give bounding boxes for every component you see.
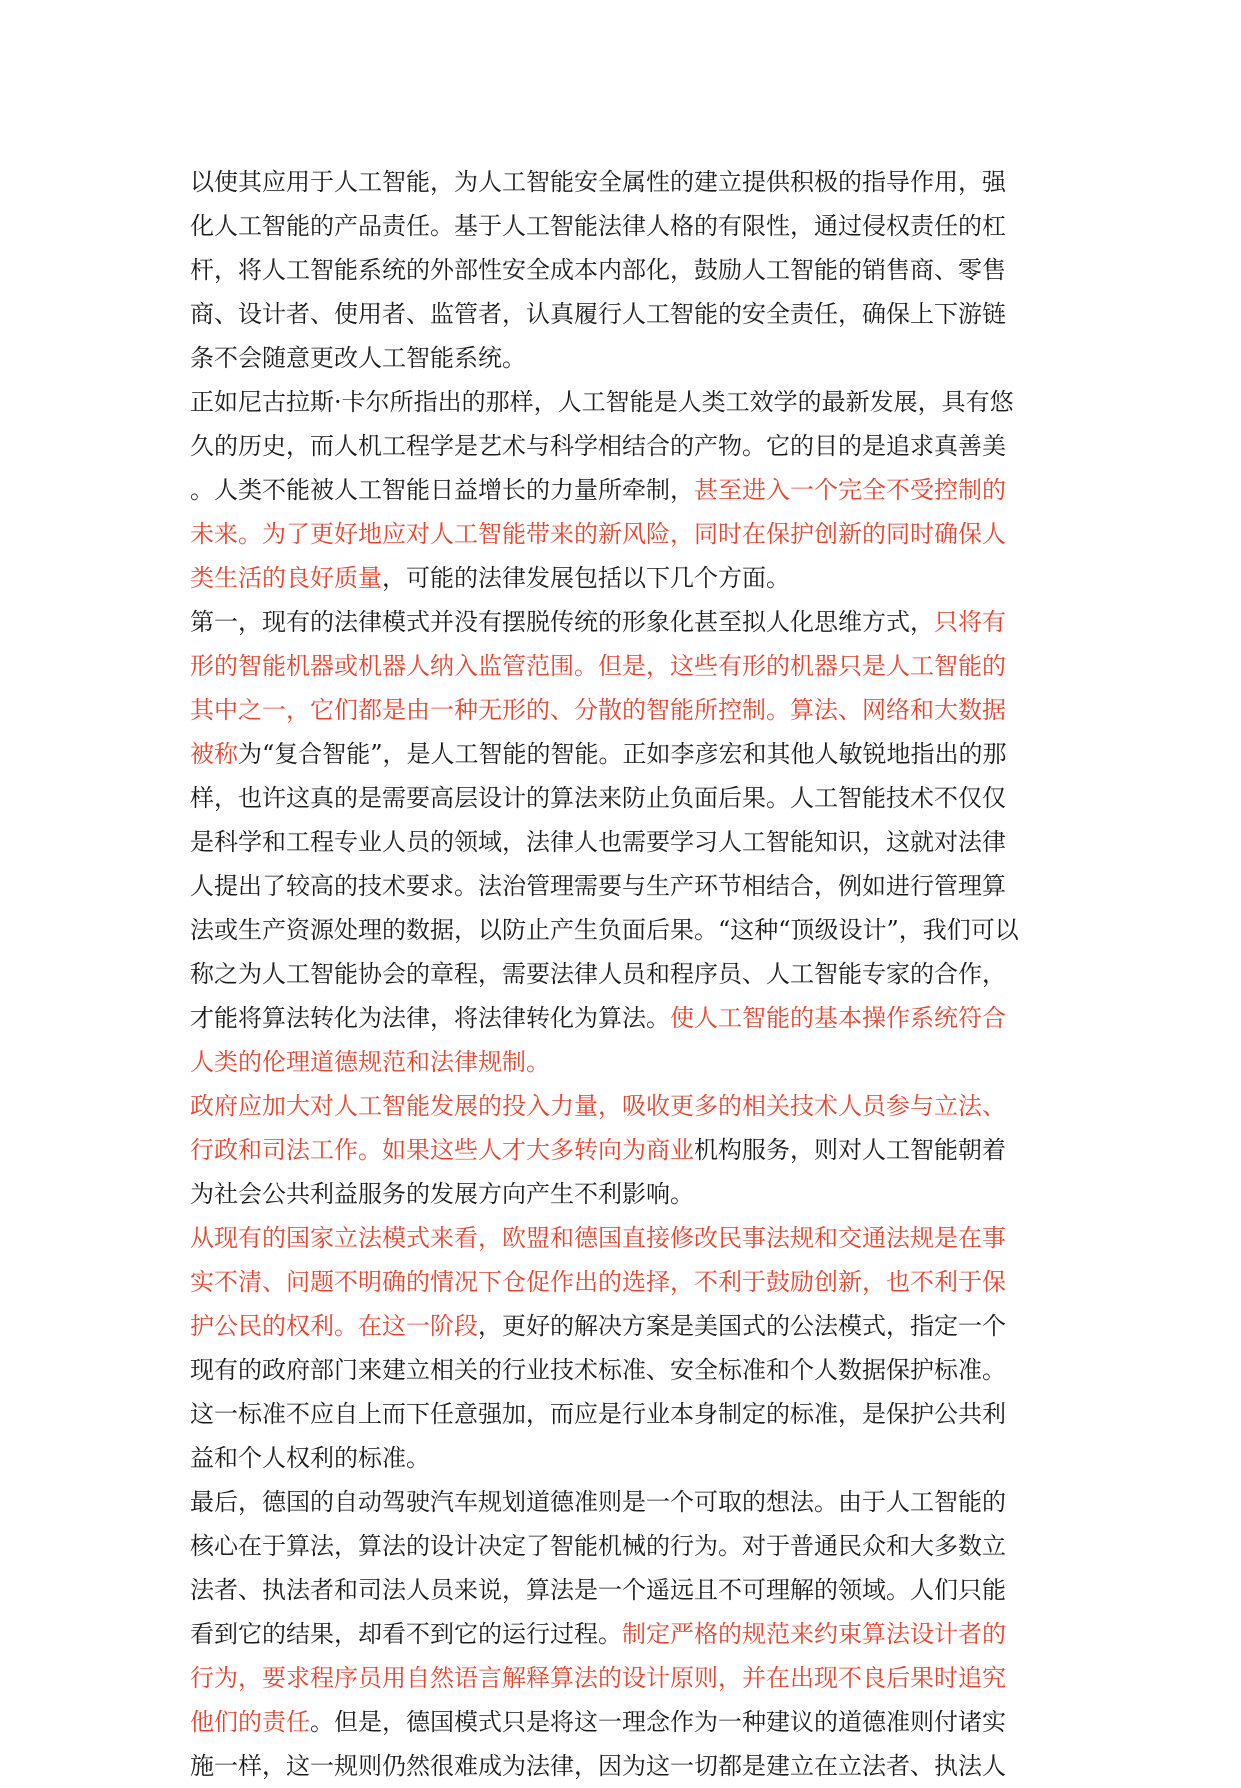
text-segment: 称之为人工智能协会的章程，需要法律人员和程序员、人工智能专家的合作，	[190, 960, 1006, 988]
text-line	[190, 600, 1050, 644]
highlighted-text-segment: 人类的伦理道德规范和法律规制。	[190, 1048, 550, 1076]
text-segment: 久的历史，而人机工程学是艺术与科学相结合的产物。它的目的是追求真善美	[190, 432, 1006, 460]
highlighted-text-segment: 使人工智能的基本操作系统符合	[670, 1004, 1006, 1032]
text-line	[190, 1480, 1050, 1524]
highlighted-text-segment: 行为，要求程序员用自然语言解释算法的设计原则，并在出现不良后果时追究	[190, 1664, 1006, 1692]
text-segment: 化人工智能的产品责任。基于人工智能法律人格的有限性，通过侵权责任的杠	[190, 212, 1006, 240]
text-segment: 为社会公共利益服务的发展方向产生不利影响。	[190, 1180, 694, 1208]
text-line	[190, 1656, 1050, 1700]
highlighted-text-segment: 政府应加大对人工智能发展的投入力量，吸收更多的相关技术人员参与立法、	[190, 1092, 1006, 1120]
text-line	[190, 952, 1050, 996]
text-line	[190, 336, 1050, 380]
highlighted-text-segment: 行政和司法工作。如果这些人才大多转向为商业	[190, 1136, 694, 1164]
text-line	[190, 1348, 1050, 1392]
text-segment: 为“复合智能”，是人工智能的智能。正如李彦宏和其他人敏锐地指出的那	[238, 740, 1007, 768]
text-line	[190, 776, 1050, 820]
text-segment: 。人类不能被人工智能日益增长的力量所牵制，	[190, 476, 694, 504]
text-segment: 杆，将人工智能系统的外部性安全成本内部化，鼓励人工智能的销售商、零售	[190, 256, 1006, 284]
highlighted-text-segment: 其中之一，它们都是由一种无形的、分散的智能所控制。算法、网络和大数据	[190, 696, 1006, 724]
text-segment: 第一，现有的法律模式并没有摆脱传统的形象化甚至拟人化思维方式，	[190, 608, 934, 636]
text-line	[190, 732, 1050, 776]
text-line	[190, 248, 1050, 292]
highlighted-text-segment: 形的智能机器或机器人纳入监管范围。但是，这些有形的机器只是人工智能的	[190, 652, 1006, 680]
text-segment: 是科学和工程专业人员的领域，法律人也需要学习人工智能知识，这就对法律	[190, 828, 1006, 856]
text-line	[190, 512, 1050, 556]
text-line	[190, 688, 1050, 732]
text-line	[190, 292, 1050, 336]
text-line	[190, 1612, 1050, 1656]
text-line	[190, 424, 1050, 468]
text-segment: 法者、执法者和司法人员来说，算法是一个遥远且不可理解的领域。人们只能	[190, 1576, 1006, 1604]
paragraph-block	[190, 380, 1050, 1788]
text-segment: 正如尼古拉斯·卡尔所指出的那样，人工智能是人类工效学的最新发展，具有悠	[190, 388, 1014, 416]
text-line	[190, 1436, 1050, 1480]
text-segment: ，可能的法律发展包括以下几个方面。	[382, 564, 790, 592]
highlighted-text-segment: 制定严格的规范来约束算法设计者的	[622, 1620, 1006, 1648]
text-line	[190, 468, 1050, 512]
text-line	[190, 908, 1050, 952]
text-segment: 机构服务，则对人工智能朝着	[694, 1136, 1006, 1164]
text-line	[190, 1524, 1050, 1568]
highlighted-text-segment: 他们的责任	[190, 1708, 310, 1736]
text-line	[190, 1260, 1050, 1304]
highlighted-text-segment: 从现有的国家立法模式来看，欧盟和德国直接修改民事法规和交通法规是在事	[190, 1224, 1006, 1252]
text-line	[190, 1216, 1050, 1260]
text-line	[190, 1568, 1050, 1612]
text-segment: 条不会随意更改人工智能系统。	[190, 344, 526, 372]
text-line	[190, 160, 1050, 204]
text-line	[190, 1304, 1050, 1348]
text-segment: 法或生产资源处理的数据，以防止产生负面后果。“这种“顶级设计”，我们可以	[190, 916, 1019, 944]
highlighted-text-segment: 未来。为了更好地应对人工智能带来的新风险，同时在保护创新的同时确保人	[190, 520, 1006, 548]
highlighted-text-segment: 实不清、问题不明确的情况下仓促作出的选择，不利于鼓励创新，也不利于保	[190, 1268, 1006, 1296]
text-segment: 这一标准不应自上而下任意强加，而应是行业本身制定的标准，是保护公共利	[190, 1400, 1006, 1428]
text-segment: 样，也许这真的是需要高层设计的算法来防止负面后果。人工智能技术不仅仅	[190, 784, 1006, 812]
text-segment: 最后，德国的自动驾驶汽车规划道德准则是一个可取的想法。由于人工智能的	[190, 1488, 1006, 1516]
text-segment: 益和个人权利的标准。	[190, 1444, 430, 1472]
text-line	[190, 996, 1050, 1040]
text-line	[190, 1744, 1050, 1788]
text-line	[190, 864, 1050, 908]
text-segment: 现有的政府部门来建立相关的行业技术标准、安全标准和个人数据保护标准。	[190, 1356, 1006, 1384]
text-segment: 核心在于算法，算法的设计决定了智能机械的行为。对于普通民众和大多数立	[190, 1532, 1006, 1560]
text-segment: 。但是，德国模式只是将这一理念作为一种建议的道德准则付诸实	[310, 1708, 1006, 1736]
text-line	[190, 1040, 1050, 1084]
text-segment: 施一样，这一规则仍然很难成为法律，因为这一切都是建立在立法者、执法人	[190, 1752, 1006, 1780]
text-segment: ，更好的解决方案是美国式的公法模式，指定一个	[478, 1312, 1006, 1340]
text-line	[190, 820, 1050, 864]
highlighted-text-segment: 只将有	[934, 608, 1006, 636]
text-segment: 才能将算法转化为法律，将法律转化为算法。	[190, 1004, 670, 1032]
text-line	[190, 1392, 1050, 1436]
highlighted-text-segment: 甚至进入一个完全不受控制的	[694, 476, 1006, 504]
text-segment: 以使其应用于人工智能，为人工智能安全属性的建立提供积极的指导作用，强	[190, 168, 1006, 196]
highlighted-text-segment: 护公民的权利。在这一阶段	[190, 1312, 478, 1340]
text-line	[190, 204, 1050, 248]
text-line	[190, 1084, 1050, 1128]
highlighted-text-segment: 被称	[190, 740, 238, 768]
text-line	[190, 1700, 1050, 1744]
text-line	[190, 1128, 1050, 1172]
text-line	[190, 380, 1050, 424]
text-line	[190, 1172, 1050, 1216]
text-segment: 人提出了较高的技术要求。法治管理需要与生产环节相结合，例如进行管理算	[190, 872, 1006, 900]
text-line	[190, 556, 1050, 600]
text-segment: 看到它的结果，却看不到它的运行过程。	[190, 1620, 622, 1648]
highlighted-text-segment: 类生活的良好质量	[190, 564, 382, 592]
paragraph-block	[190, 160, 1050, 380]
text-line	[190, 644, 1050, 688]
text-segment: 商、设计者、使用者、监管者，认真履行人工智能的安全责任，确保上下游链	[190, 300, 1006, 328]
